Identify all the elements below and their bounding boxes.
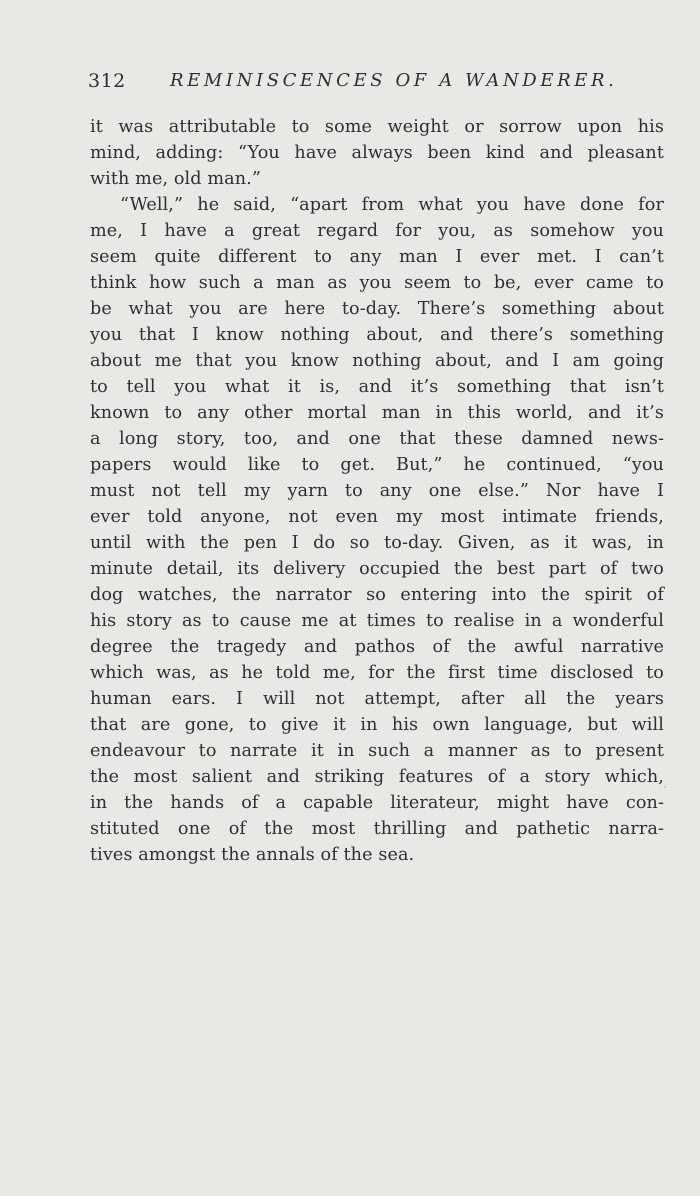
text-line: minute detail, its delivery occupied the best part of two (90, 559, 664, 579)
text-line: about me that you know nothing about, and I am going (90, 351, 664, 371)
text-line: in the hands of a capable literateur, might have con- (90, 793, 664, 813)
text-line: degree the tragedy and pathos of the awful narrative (90, 637, 664, 657)
page-number: 312 (88, 70, 126, 92)
text-line: ever told anyone, not even my most intimate friends, (90, 507, 664, 527)
text-line: think how such a man as you seem to be, ever came to (90, 273, 664, 293)
text-line: papers would like to get. But,” he continued, “you (90, 455, 664, 475)
text-line: his story as to cause me at times to realise in a wonderful (90, 611, 664, 631)
body-text (90, 114, 664, 868)
paper-speck (664, 786, 666, 788)
text-line: stituted one of the most thrilling and pathetic narra- (90, 819, 664, 839)
text-line: must not tell my yarn to any one else.” Nor have I (90, 481, 664, 501)
page-header (88, 70, 618, 96)
running-head: REMINISCENCES OF A WANDERER. (170, 70, 618, 91)
text-line: until with the pen I do so to-day. Given, as it was, in (90, 533, 664, 553)
text-line: tives amongst the annals of the sea. (90, 845, 415, 865)
text-line: mind, adding: “You have always been kind and pleasant (90, 143, 664, 163)
text-line: me, I have a great regard for you, as somehow you (90, 221, 664, 241)
text-line: known to any other mortal man in this world, and it’s (90, 403, 664, 423)
text-line: human ears. I will not attempt, after all the years (90, 689, 664, 709)
text-line: to tell you what it is, and it’s something that isn’t (90, 377, 664, 397)
text-line: the most salient and striking features of a story which, (90, 767, 664, 787)
text-line: with me, old man.” (90, 169, 261, 189)
text-line: it was attributable to some weight or sorrow upon his (90, 117, 664, 137)
text-line: a long story, too, and one that these damned news- (90, 429, 664, 449)
text-line: seem quite different to any man I ever met. I can’t (90, 247, 664, 267)
text-line: which was, as he told me, for the first time disclosed to (90, 663, 664, 683)
text-line: dog watches, the narrator so entering into the spirit of (90, 585, 664, 605)
text-line: that are gone, to give it in his own language, but will (90, 715, 664, 735)
text-line: endeavour to narrate it in such a manner as to present (90, 741, 664, 761)
text-line: be what you are here to-day. There’s something about (90, 299, 664, 319)
text-line: “Well,” he said, “apart from what you have done for (120, 195, 664, 215)
text-line: you that I know nothing about, and there’s something (90, 325, 664, 345)
